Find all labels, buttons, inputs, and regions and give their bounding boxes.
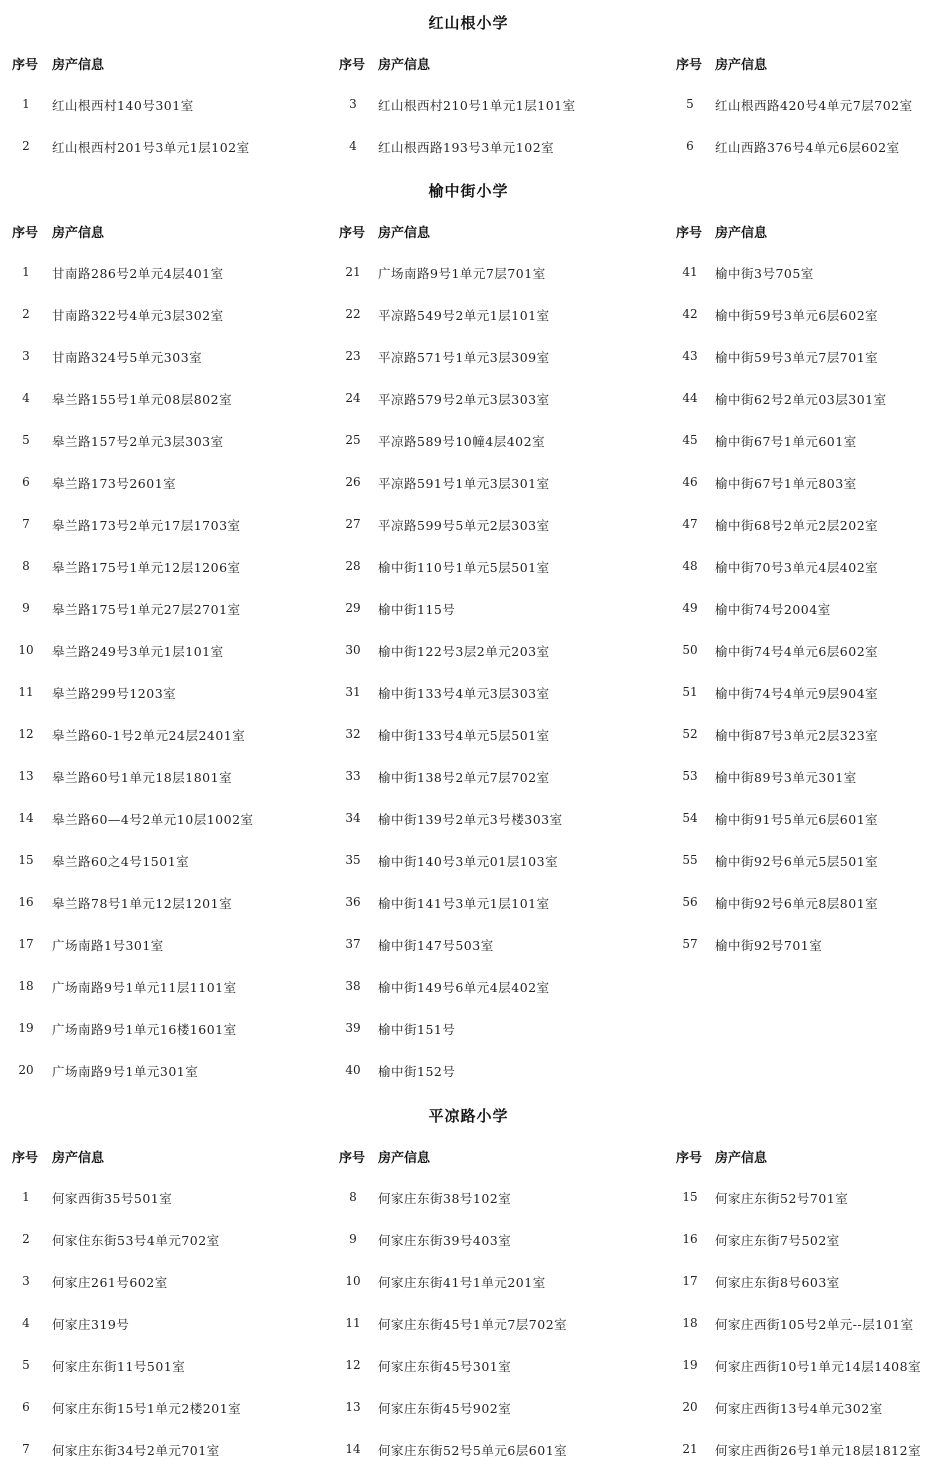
property-address: 榆中街59号3单元6层602室 xyxy=(715,308,879,323)
row-number: 6 xyxy=(686,139,694,153)
row-number: 9 xyxy=(349,1232,357,1246)
property-address: 皋兰路157号2单元3层303室 xyxy=(52,434,224,449)
property-address: 何家庄西街105号2单元--层101室 xyxy=(715,1317,914,1332)
row-number: 6 xyxy=(22,475,30,489)
property-address: 何家庄东街45号301室 xyxy=(378,1359,512,1374)
row-number: 2 xyxy=(22,307,30,321)
row-number: 11 xyxy=(18,685,34,699)
property-address: 何家庄东街38号102室 xyxy=(378,1191,512,1206)
property-address: 何家庄319号 xyxy=(52,1317,130,1332)
property-address: 何家庄东街15号1单元2楼201室 xyxy=(52,1401,242,1416)
property-address: 榆中街87号3单元2层323室 xyxy=(715,728,879,743)
row-number: 7 xyxy=(22,517,30,531)
property-address: 榆中街67号1单元803室 xyxy=(715,476,857,491)
property-address: 皋兰路155号1单元08层802室 xyxy=(52,392,233,407)
property-address: 榆中街92号6单元8层801室 xyxy=(715,896,879,911)
column-header-info: 房产信息 xyxy=(52,226,105,241)
row-number: 11 xyxy=(345,1316,361,1330)
property-address: 榆中街3号705室 xyxy=(715,266,814,281)
property-address: 皋兰路173号2单元17层1703室 xyxy=(52,518,241,533)
column-header-no: 序号 xyxy=(339,1151,366,1166)
row-number: 20 xyxy=(682,1400,698,1414)
section-title: 平凉路小学 xyxy=(428,1107,509,1125)
row-number: 3 xyxy=(349,97,357,111)
row-number: 6 xyxy=(22,1400,30,1414)
property-address: 何家庄东街34号2单元701室 xyxy=(52,1443,220,1458)
property-address: 何家庄西街26号1单元18层1812室 xyxy=(715,1443,922,1458)
property-address: 皋兰路60号1单元18层1801室 xyxy=(52,770,233,785)
row-number: 16 xyxy=(18,895,34,909)
row-number: 16 xyxy=(682,1232,698,1246)
row-number: 35 xyxy=(345,853,361,867)
property-address: 榆中街74号2004室 xyxy=(715,602,831,617)
property-address: 红山根西村201号3单元1层102室 xyxy=(52,140,250,155)
property-address: 何家庄东街7号502室 xyxy=(715,1233,840,1248)
row-number: 13 xyxy=(345,1400,361,1414)
row-number: 23 xyxy=(345,349,361,363)
row-number: 10 xyxy=(18,643,34,657)
row-number: 49 xyxy=(682,601,698,615)
column-header-no: 序号 xyxy=(12,226,39,241)
column-header-info: 房产信息 xyxy=(378,1151,431,1166)
row-number: 3 xyxy=(22,1274,30,1288)
row-number: 25 xyxy=(345,433,361,447)
property-address: 何家住东街53号4单元702室 xyxy=(52,1233,220,1248)
row-number: 1 xyxy=(22,97,30,111)
row-number: 3 xyxy=(22,349,30,363)
row-number: 26 xyxy=(345,475,361,489)
property-address: 何家庄东街52号5单元6层601室 xyxy=(378,1443,568,1458)
row-number: 46 xyxy=(682,475,698,489)
property-address: 平凉路549号2单元1层101室 xyxy=(378,308,550,323)
row-number: 13 xyxy=(18,769,34,783)
property-address: 红山根西村210号1单元1层101室 xyxy=(378,98,576,113)
row-number: 21 xyxy=(682,1442,698,1456)
property-address: 榆中街74号4单元6层602室 xyxy=(715,644,879,659)
column-header-no: 序号 xyxy=(676,226,703,241)
property-address: 榆中街140号3单元01层103室 xyxy=(378,854,559,869)
property-address: 榆中街110号1单元5层501室 xyxy=(378,560,550,575)
row-number: 5 xyxy=(686,97,694,111)
property-address: 红山根西路193号3单元102室 xyxy=(378,140,555,155)
row-number: 7 xyxy=(22,1442,30,1456)
property-address: 榆中街115号 xyxy=(378,602,456,617)
property-address: 广场南路9号1单元7层701室 xyxy=(378,266,546,281)
property-address: 何家庄西街10号1单元14层1408室 xyxy=(715,1359,922,1374)
property-address: 何家庄东街8号603室 xyxy=(715,1275,840,1290)
property-address: 皋兰路60—4号2单元10层1002室 xyxy=(52,812,254,827)
row-number: 5 xyxy=(22,1358,30,1372)
property-address: 平凉路571号1单元3层309室 xyxy=(378,350,550,365)
property-address: 榆中街70号3单元4层402室 xyxy=(715,560,879,575)
row-number: 19 xyxy=(682,1358,698,1372)
property-address: 何家庄261号602室 xyxy=(52,1275,168,1290)
row-number: 14 xyxy=(345,1442,361,1456)
row-number: 12 xyxy=(345,1358,361,1372)
row-number: 57 xyxy=(682,937,698,951)
property-address: 榆中街68号2单元2层202室 xyxy=(715,518,879,533)
row-number: 27 xyxy=(345,517,361,531)
property-address: 榆中街91号5单元6层601室 xyxy=(715,812,879,827)
property-address: 榆中街62号2单元03层301室 xyxy=(715,392,887,407)
property-address: 何家庄东街39号403室 xyxy=(378,1233,512,1248)
row-number: 18 xyxy=(18,979,34,993)
property-address: 皋兰路249号3单元1层101室 xyxy=(52,644,224,659)
row-number: 39 xyxy=(345,1021,361,1035)
property-address: 何家庄东街11号501室 xyxy=(52,1359,186,1374)
column-header-info: 房产信息 xyxy=(378,58,431,73)
column-header-info: 房产信息 xyxy=(715,226,768,241)
row-number: 55 xyxy=(682,853,698,867)
property-address: 皋兰路78号1单元12层1201室 xyxy=(52,896,233,911)
property-address: 榆中街141号3单元1层101室 xyxy=(378,896,550,911)
row-number: 42 xyxy=(682,307,698,321)
row-number: 51 xyxy=(682,685,698,699)
row-number: 2 xyxy=(22,1232,30,1246)
section-title: 榆中街小学 xyxy=(428,182,509,200)
property-address: 榆中街67号1单元601室 xyxy=(715,434,857,449)
property-address: 何家庄东街45号902室 xyxy=(378,1401,512,1416)
property-address: 平凉路589号10幢4层402室 xyxy=(378,434,546,449)
row-number: 30 xyxy=(345,643,361,657)
row-number: 5 xyxy=(22,433,30,447)
property-address: 甘南路324号5单元303室 xyxy=(52,350,203,365)
property-address: 榆中街92号6单元5层501室 xyxy=(715,854,879,869)
column-header-info: 房产信息 xyxy=(715,1151,768,1166)
property-address: 何家庄西街13号4单元302室 xyxy=(715,1401,883,1416)
property-address: 红山根西路420号4单元7层702室 xyxy=(715,98,913,113)
property-address: 甘南路322号4单元3层302室 xyxy=(52,308,224,323)
row-number: 9 xyxy=(22,601,30,615)
row-number: 24 xyxy=(345,391,361,405)
property-address: 皋兰路173号2601室 xyxy=(52,476,177,491)
row-number: 8 xyxy=(22,559,30,573)
row-number: 40 xyxy=(345,1063,361,1077)
row-number: 1 xyxy=(22,1190,30,1204)
row-number: 47 xyxy=(682,517,698,531)
property-address: 榆中街139号2单元3号楼303室 xyxy=(378,812,563,827)
row-number: 43 xyxy=(682,349,698,363)
row-number: 17 xyxy=(682,1274,698,1288)
property-address: 红山西路376号4单元6层602室 xyxy=(715,140,900,155)
property-address: 榆中街133号4单元3层303室 xyxy=(378,686,550,701)
row-number: 52 xyxy=(682,727,698,741)
property-address: 榆中街151号 xyxy=(378,1022,456,1037)
row-number: 4 xyxy=(22,1316,30,1330)
row-number: 8 xyxy=(349,1190,357,1204)
property-address: 平凉路591号1单元3层301室 xyxy=(378,476,550,491)
column-header-info: 房产信息 xyxy=(378,226,431,241)
column-header-no: 序号 xyxy=(339,58,366,73)
property-address: 广场南路1号301室 xyxy=(52,938,164,953)
row-number: 18 xyxy=(682,1316,698,1330)
row-number: 22 xyxy=(345,307,361,321)
property-address: 何家西街35号501室 xyxy=(52,1191,173,1206)
property-address: 榆中街122号3层2单元203室 xyxy=(378,644,550,659)
row-number: 45 xyxy=(682,433,698,447)
property-address: 榆中街149号6单元4层402室 xyxy=(378,980,550,995)
row-number: 33 xyxy=(345,769,361,783)
row-number: 19 xyxy=(18,1021,34,1035)
property-address: 皋兰路60-1号2单元24层2401室 xyxy=(52,728,246,743)
property-address: 榆中街147号503室 xyxy=(378,938,494,953)
row-number: 38 xyxy=(345,979,361,993)
property-address: 广场南路9号1单元16楼1601室 xyxy=(52,1022,237,1037)
row-number: 36 xyxy=(345,895,361,909)
column-header-no: 序号 xyxy=(339,226,366,241)
row-number: 53 xyxy=(682,769,698,783)
property-address: 榆中街138号2单元7层702室 xyxy=(378,770,550,785)
row-number: 54 xyxy=(682,811,698,825)
property-address: 广场南路9号1单元301室 xyxy=(52,1064,199,1079)
row-number: 44 xyxy=(682,391,698,405)
property-address: 榆中街152号 xyxy=(378,1064,456,1079)
property-address: 皋兰路175号1单元12层1206室 xyxy=(52,560,241,575)
row-number: 15 xyxy=(682,1190,698,1204)
property-address: 榆中街59号3单元7层701室 xyxy=(715,350,879,365)
row-number: 21 xyxy=(345,265,361,279)
row-number: 4 xyxy=(22,391,30,405)
row-number: 41 xyxy=(682,265,698,279)
row-number: 15 xyxy=(18,853,34,867)
property-address: 皋兰路175号1单元27层2701室 xyxy=(52,602,241,617)
row-number: 48 xyxy=(682,559,698,573)
property-address: 何家庄东街41号1单元201室 xyxy=(378,1275,546,1290)
property-address: 平凉路599号5单元2层303室 xyxy=(378,518,550,533)
property-address: 何家庄东街52号701室 xyxy=(715,1191,849,1206)
column-header-info: 房产信息 xyxy=(52,1151,105,1166)
column-header-no: 序号 xyxy=(12,1151,39,1166)
section-title: 红山根小学 xyxy=(428,14,509,32)
column-header-no: 序号 xyxy=(676,58,703,73)
row-number: 20 xyxy=(18,1063,34,1077)
property-address: 广场南路9号1单元11层1101室 xyxy=(52,980,237,995)
row-number: 32 xyxy=(345,727,361,741)
row-number: 14 xyxy=(18,811,34,825)
row-number: 12 xyxy=(18,727,34,741)
property-address: 何家庄东街45号1单元7层702室 xyxy=(378,1317,568,1332)
row-number: 2 xyxy=(22,139,30,153)
row-number: 1 xyxy=(22,265,30,279)
row-number: 31 xyxy=(345,685,361,699)
column-header-info: 房产信息 xyxy=(52,58,105,73)
property-address: 榆中街74号4单元9层904室 xyxy=(715,686,879,701)
property-address: 榆中街89号3单元301室 xyxy=(715,770,857,785)
row-number: 4 xyxy=(349,139,357,153)
property-address: 榆中街133号4单元5层501室 xyxy=(378,728,550,743)
row-number: 50 xyxy=(682,643,698,657)
property-address: 平凉路579号2单元3层303室 xyxy=(378,392,550,407)
column-header-no: 序号 xyxy=(676,1151,703,1166)
row-number: 34 xyxy=(345,811,361,825)
row-number: 17 xyxy=(18,937,34,951)
property-address: 甘南路286号2单元4层401室 xyxy=(52,266,224,281)
property-address: 榆中街92号701室 xyxy=(715,938,823,953)
property-address: 皋兰路60之4号1501室 xyxy=(52,854,190,869)
property-address: 红山根西村140号301室 xyxy=(52,98,194,113)
row-number: 29 xyxy=(345,601,361,615)
column-header-info: 房产信息 xyxy=(715,58,768,73)
row-number: 10 xyxy=(345,1274,361,1288)
row-number: 37 xyxy=(345,937,361,951)
row-number: 56 xyxy=(682,895,698,909)
property-address: 皋兰路299号1203室 xyxy=(52,686,177,701)
column-header-no: 序号 xyxy=(12,58,39,73)
row-number: 28 xyxy=(345,559,361,573)
